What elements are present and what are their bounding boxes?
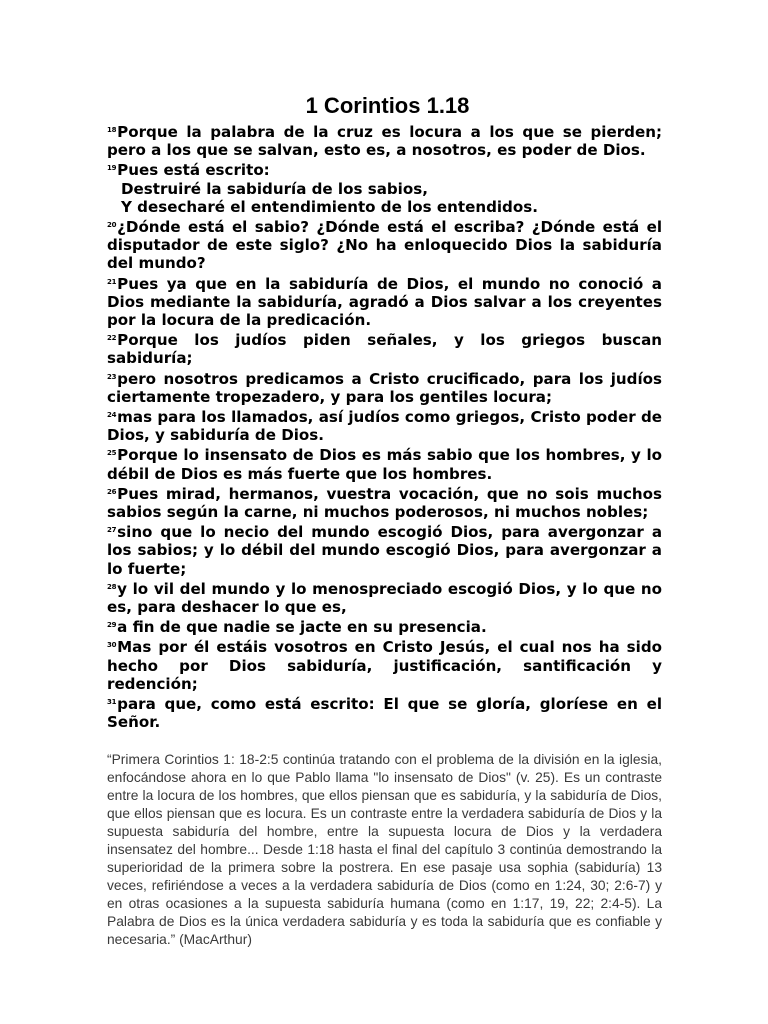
verse-number: 20 xyxy=(107,221,117,230)
verse-number: 21 xyxy=(107,277,117,286)
verse-text: Pues está escrito: xyxy=(117,161,270,180)
verse-number: 18 xyxy=(107,126,117,134)
verse-item xyxy=(107,444,662,482)
verse-text: ¿Dónde está el sabio? ¿Dónde está el escriba? ¿Dónde está el disputador de este siglo? ¿No ha enloquecido Dios la sabiduría del mundo? xyxy=(107,218,662,273)
verse-item xyxy=(107,483,662,521)
verse-number: 23 xyxy=(107,372,117,381)
commentary-paragraph: “Primera Corintios 1: 18-2:5 continúa tratando con el problema de la división en la iglesia, enfocándose ahora en lo que Pablo llama "lo insensato de Dios" (v. 25). Es un contraste entre la locura de los hombres, que ellos piensan que es sabiduría, y la sabiduría de Dios, que ellos piensan que es locura. Es un contraste entre la verdadera sabiduría de Dios y la supuesta sabiduría del hombre, entre la supuesta locura de Dios y la verdadera insensatez del hombre... Desde 1:18 hasta el final del capítulo 3 continúa demostrando la superioridad de la primera sobre la postrera. En ese pasaje usa sophia (sabiduría) 13 veces, refiriéndose a veces a la verdadera sabiduría de Dios (como en 1:24, 30; 2:6-7) y en otras ocasiones a la supuesta sabiduría humana (como en 1:17, 19, 22; 2:4-5). La Palabra de Dios es la única verdadera sabiduría y es toda la sabiduría que es confiable y necesaria.” (MacArthur) xyxy=(107,751,662,948)
verse-text: Porque los judíos piden señales, y los griegos buscan sabiduría; xyxy=(107,331,662,368)
verse-text: mas para los llamados, así judíos como griegos, Cristo poder de Dios, y sabiduría de Dios. xyxy=(107,408,662,445)
verse-number: 24 xyxy=(107,411,117,420)
verse-number: 29 xyxy=(107,621,117,630)
verse-text: Pues mirad, hermanos, vuestra vocación, que no sois muchos sabios según la carne, ni muchos poderosos, ni muchos nobles; xyxy=(107,484,662,522)
verse-text: y lo vil del mundo y lo menospreciado escogió Dios, y lo que no es, para deshacer lo que es, xyxy=(107,579,662,617)
verse-number: 25 xyxy=(107,449,117,458)
verse-list xyxy=(107,121,662,732)
verse-number: 28 xyxy=(107,582,117,591)
verse-item xyxy=(107,159,662,179)
verse-text: a fin de que nadie se jacte en su presencia. xyxy=(117,618,487,637)
verse-item xyxy=(107,693,662,731)
verse-number: 26 xyxy=(107,487,117,496)
verse-text: sino que lo necio del mundo escogió Dios, para avergonzar a los sabios; y lo débil del mundo escogió Dios, para avergonzar a lo fuerte; xyxy=(107,523,662,578)
verse-item xyxy=(107,216,662,273)
verse-text: Porque lo insensato de Dios es más sabio que los hombres, y lo débil de Dios es más fuerte que los hombres. xyxy=(107,446,662,483)
verse-item xyxy=(107,578,662,616)
verse-text: Mas por él estáis vosotros en Cristo Jesús, el cual nos ha sido hecho por Dios sabiduría, justificación, santificación y redención; xyxy=(107,638,662,693)
verse-item xyxy=(107,121,662,159)
verse-item xyxy=(107,329,662,367)
verse-text: Porque la palabra de la cruz es locura a los que se pierden; pero a los que se salvan, esto es, a nosotros, es poder de Dios. xyxy=(107,123,662,160)
verse-item xyxy=(107,636,662,693)
verse-text: Pues ya que en la sabiduría de Dios, el mundo no conoció a Dios mediante la sabiduría, agradó a Dios salvar a los creyentes por la locura de la predicación. xyxy=(107,274,662,330)
poem-line: Destruiré la sabiduría de los sabios, xyxy=(121,179,428,198)
verse-item xyxy=(107,273,662,330)
poem-block xyxy=(107,180,662,216)
verse-number: 19 xyxy=(107,164,117,173)
poem-line: Y desecharé el entendimiento de los entendidos. xyxy=(121,197,538,216)
verse-text: para que, como está escrito: El que se gloría, gloríese en el Señor. xyxy=(107,695,662,732)
verse-item xyxy=(107,368,662,406)
verse-number: 27 xyxy=(107,526,117,535)
verse-number: 31 xyxy=(107,698,117,707)
verse-item xyxy=(107,406,662,444)
verse-text: pero nosotros predicamos a Cristo crucificado, para los judíos ciertamente tropezadero, y para los gentiles locura; xyxy=(107,369,662,406)
verse-item xyxy=(107,616,662,636)
verse-item xyxy=(107,521,662,578)
verse-number: 22 xyxy=(107,334,117,343)
verse-number: 30 xyxy=(107,641,117,650)
page-title: 1 Corintios 1.18 xyxy=(305,93,470,118)
